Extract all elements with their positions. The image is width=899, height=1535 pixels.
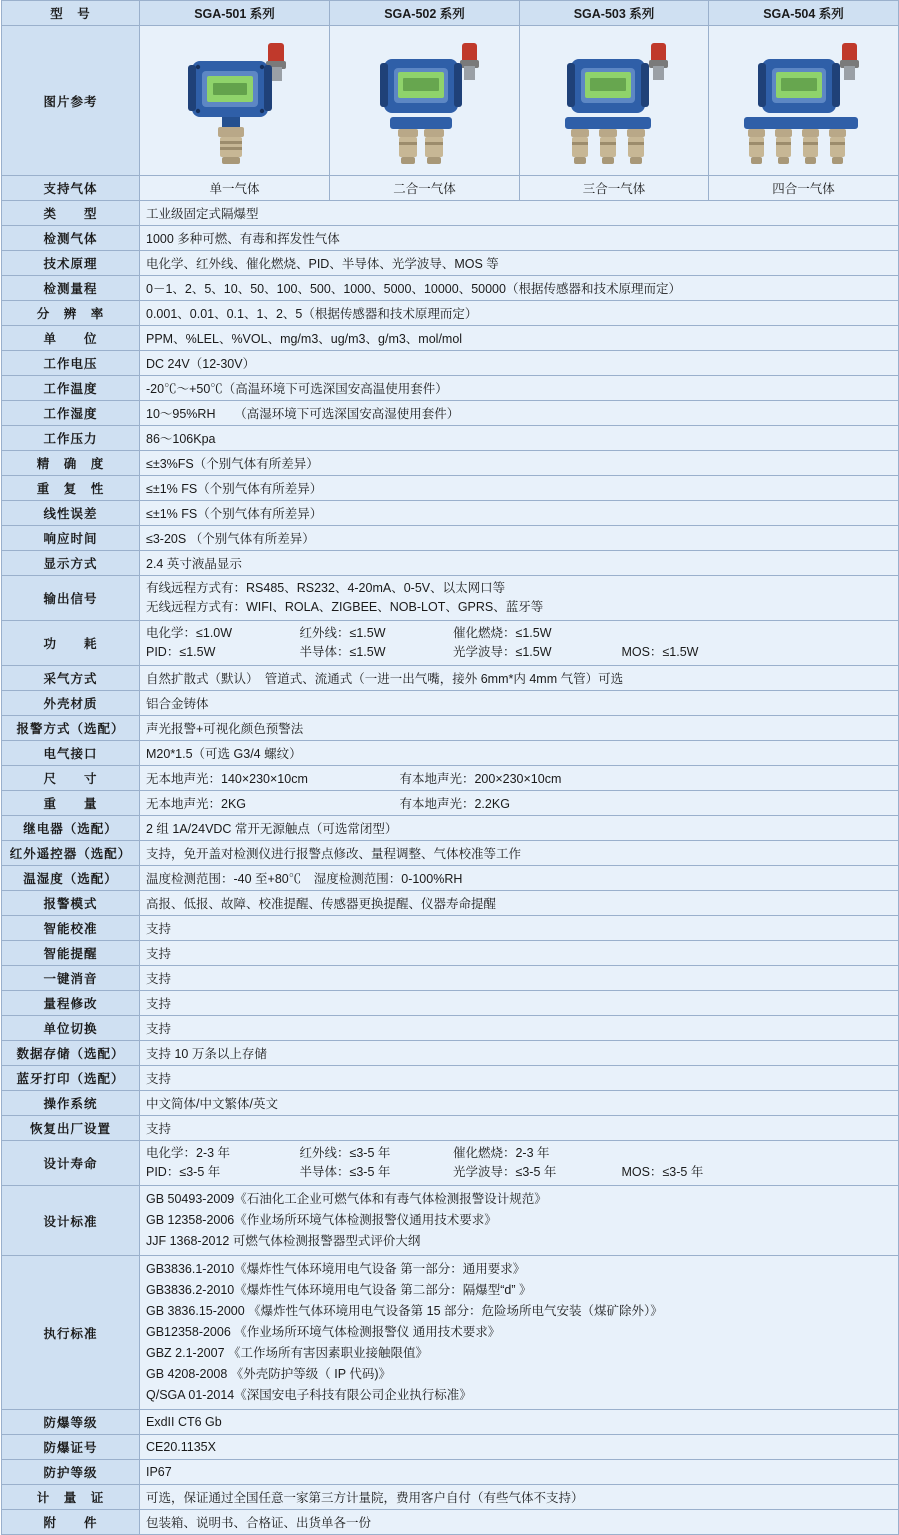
row-label-work-humidity: 工作湿度 [2,401,140,426]
output-signal-wired: 有线远程方式有：RS485、RS232、4-20mA、0-5V、以太网口等 [146,581,506,595]
header-label-model: 型 号 [2,1,140,26]
weight-with-alarm: 有本地声光：2.2KG [399,797,510,811]
table-row-detected-gas [2,226,899,251]
dimension-without-alarm: 无本地声光：140×230×10cm [146,772,308,786]
exec-standard-line-5: GBZ 2.1-2007 《工作场所有害因素职业接触限值》 [146,1346,428,1360]
table-row-range [2,276,899,301]
product-image-cell-3 [520,26,709,176]
table-row-work-temperature [2,376,899,401]
gas-support-3: 三合一气体 [520,176,709,201]
design-standard-line-1: GB 50493-2009《石油化工企业可燃气体和有毒气体检测报警设计规范》 [146,1192,547,1206]
row-value-operating-system: 中文简体/中文繁体/英文 [140,1091,899,1116]
row-label-metering-certificate: 计 量 证 [2,1485,140,1510]
exec-standard-line-1: GB3836.1-2010《爆炸性气体环境用电气设备 第一部分：通用要求》 [146,1262,526,1276]
row-label-dimension: 尺 寸 [2,766,140,791]
table-row-resolution [2,301,899,326]
gas-detector-3-sensor-icon [539,31,689,171]
lifetime-semiconductor: 半导体：≤3-5 年 [299,1165,391,1179]
row-value-exec-standard [140,1256,899,1410]
row-label-linearity: 线性误差 [2,501,140,526]
row-label-technology: 技术原理 [2,251,140,276]
table-row-response-time [2,526,899,551]
weight-without-alarm: 无本地声光：2KG [146,797,247,811]
row-label-range: 检测量程 [2,276,140,301]
table-row-gas-support [2,176,899,201]
table-row-metering-certificate [2,1485,899,1510]
row-value-temp-humidity: 温度检测范围：-40 至+80℃ 湿度检测范围：0-100%RH [140,866,899,891]
row-value-weight [140,791,899,816]
lifetime-infrared: 红外线：≤3-5 年 [299,1146,391,1160]
table-row-voltage [2,351,899,376]
row-value-technology: 电化学、红外线、催化燃烧、PID、半导体、光学波导、MOS 等 [140,251,899,276]
table-row-housing [2,691,899,716]
table-row-unit-switch [2,1016,899,1041]
row-value-data-storage: 支持 10 万条以上存储 [140,1041,899,1066]
row-value-power [140,621,899,666]
exec-standard-line-7: Q/SGA 01-2014《深国安电子科技有限公司企业执行标准》 [146,1388,472,1402]
table-row-temp-humidity [2,866,899,891]
row-label-ir-remote: 红外遥控器（选配） [2,841,140,866]
table-row-ex-grade [2,1410,899,1435]
table-row-range-modify [2,991,899,1016]
table-row-alarm-modes [2,891,899,916]
table-row-weight [2,791,899,816]
row-value-range: 0－1、2、5、10、50、100、500、1000、5000、10000、50000（根据传感器和技术原理而定） [140,276,899,301]
table-row-ex-certificate [2,1435,899,1460]
row-label-unit-switch: 单位切换 [2,1016,140,1041]
row-value-range-modify: 支持 [140,991,899,1016]
row-label-ex-certificate: 防爆证号 [2,1435,140,1460]
row-value-work-temperature: -20℃～+50℃（高温环境下可选深国安高温使用套件） [140,376,899,401]
row-value-resolution: 0.001、0.01、0.1、1、2、5（根据传感器和技术原理而定） [140,301,899,326]
row-value-output-signal [140,576,899,621]
row-value-electrical-interface: M20*1.5（可选 G3/4 螺纹） [140,741,899,766]
row-label-repeatability: 重 复 性 [2,476,140,501]
row-label-accuracy: 精 确 度 [2,451,140,476]
row-value-ex-certificate: CE20.1135X [140,1435,899,1460]
gas-detector-2-sensor-icon [350,31,500,171]
gas-detector-4-sensor-icon [724,31,884,171]
row-value-smart-reminder: 支持 [140,941,899,966]
table-row-technology [2,251,899,276]
row-label-output-signal: 输出信号 [2,576,140,621]
power-catalytic: 催化燃烧：≤1.5W [452,626,552,640]
row-label-bluetooth-print: 蓝牙打印（选配） [2,1066,140,1091]
row-label-power: 功 耗 [2,621,140,666]
row-label-voltage: 工作电压 [2,351,140,376]
lifetime-pid: PID：≤3-5 年 [146,1165,221,1179]
table-row-design-standard [2,1186,899,1256]
row-value-repeatability: ≤±1% FS（个别气体有所差异） [140,476,899,501]
row-value-housing: 铝合金铸体 [140,691,899,716]
gas-support-1: 单一气体 [140,176,330,201]
row-value-metering-certificate: 可选，保证通过全国任意一家第三方计量院，费用客户自付（有些气体不支持） [140,1485,899,1510]
row-label-factory-reset: 恢复出厂设置 [2,1116,140,1141]
table-row-operating-system [2,1091,899,1116]
row-value-accuracy: ≤±3%FS（个别气体有所差异） [140,451,899,476]
table-row-ip-grade [2,1460,899,1485]
row-value-work-humidity: 10～95%RH （高湿环境下可选深国安高湿使用套件） [140,401,899,426]
power-infrared: 红外线：≤1.5W [299,626,386,640]
row-label-smart-reminder: 智能提醒 [2,941,140,966]
design-standard-line-2: GB 12358-2006《作业场所环境气体检测报警仪通用技术要求》 [146,1213,497,1227]
row-label-temp-humidity: 温湿度（选配） [2,866,140,891]
row-label-design-standard: 设计标准 [2,1186,140,1256]
row-label-image-reference: 图片参考 [2,26,140,176]
power-optical-waveguide: 光学波导：≤1.5W [452,645,552,659]
row-label-accessories: 附 件 [2,1510,140,1535]
lifetime-electrochemical: 电化学：2-3 年 [146,1146,231,1160]
table-row-unit [2,326,899,351]
table-row-smart-reminder [2,941,899,966]
row-value-ip-grade: IP67 [140,1460,899,1485]
table-row-factory-reset [2,1116,899,1141]
row-value-unit: PPM、%LEL、%VOL、mg/m3、ug/m3、g/m3、mol/mol [140,326,899,351]
row-label-ex-grade: 防爆等级 [2,1410,140,1435]
table-row-dimension [2,766,899,791]
power-electrochemical: 电化学：≤1.0W [146,626,233,640]
table-row-smart-calibration [2,916,899,941]
row-label-lifetime: 设计寿命 [2,1141,140,1186]
row-label-sampling: 采气方式 [2,666,140,691]
lifetime-line-2 [146,1163,892,1182]
power-semiconductor: 半导体：≤1.5W [299,645,386,659]
gas-support-2: 二合一气体 [330,176,520,201]
design-standard-line-3: JJF 1368-2012 可燃气体检测报警器型式评价大纲 [146,1234,421,1248]
output-signal-wireless: 无线远程方式有：WIFI、ROLA、ZIGBEE、NOB-LOT、GPRS、蓝牙等 [146,600,544,614]
table-row-relay [2,816,899,841]
header-model-4: SGA-504 系列 [709,1,899,26]
row-value-work-pressure: 86～106Kpa [140,426,899,451]
row-label-resolution: 分 辨 率 [2,301,140,326]
row-value-design-standard [140,1186,899,1256]
power-pid: PID：≤1.5W [146,645,216,659]
row-value-alarm-modes: 高报、低报、故障、校准提醒、传感器更换提醒、仪器寿命提醒 [140,891,899,916]
row-label-alarm-mode-option: 报警方式（选配） [2,716,140,741]
table-row-type [2,201,899,226]
row-label-type: 类 型 [2,201,140,226]
row-value-unit-switch: 支持 [140,1016,899,1041]
row-value-bluetooth-print: 支持 [140,1066,899,1091]
row-label-relay: 继电器（选配） [2,816,140,841]
table-row-images [2,26,899,176]
lifetime-catalytic: 催化燃烧：2-3 年 [452,1146,550,1160]
lifetime-line-1 [146,1144,892,1163]
exec-standard-line-2: GB3836.2-2010《爆炸性气体环境用电气设备 第二部分：隔爆型“d” 》 [146,1283,532,1297]
table-row-power [2,621,899,666]
row-label-display: 显示方式 [2,551,140,576]
row-label-unit: 单 位 [2,326,140,351]
table-row-linearity [2,501,899,526]
row-value-one-key-mute: 支持 [140,966,899,991]
row-label-ip-grade: 防护等级 [2,1460,140,1485]
table-row-data-storage [2,1041,899,1066]
lifetime-mos: MOS：≤3-5 年 [621,1165,704,1179]
row-label-weight: 重 量 [2,791,140,816]
row-value-smart-calibration: 支持 [140,916,899,941]
gas-support-4: 四合一气体 [709,176,899,201]
header-model-3: SGA-503 系列 [520,1,709,26]
row-value-relay: 2 组 1A/24VDC 常开无源触点（可选常闭型） [140,816,899,841]
row-value-detected-gas: 1000 多种可燃、有毒和挥发性气体 [140,226,899,251]
specification-table [1,0,899,1535]
gas-detector-1-sensor-icon [160,31,310,171]
row-label-alarm-modes: 报警模式 [2,891,140,916]
dimension-with-alarm: 有本地声光：200×230×10cm [399,772,562,786]
table-row-one-key-mute [2,966,899,991]
exec-standard-line-6: GB 4208-2008 《外壳防护等级（ IP 代码)》 [146,1367,391,1381]
row-label-housing: 外壳材质 [2,691,140,716]
table-row-ir-remote [2,841,899,866]
table-row-work-humidity [2,401,899,426]
row-label-one-key-mute: 一键消音 [2,966,140,991]
power-line-1 [146,624,892,643]
row-label-response-time: 响应时间 [2,526,140,551]
table-row-lifetime [2,1141,899,1186]
table-row-work-pressure [2,426,899,451]
row-value-factory-reset: 支持 [140,1116,899,1141]
table-row-bluetooth-print [2,1066,899,1091]
table-header-row [2,1,899,26]
row-label-smart-calibration: 智能校准 [2,916,140,941]
exec-standard-line-4: GB12358-2006 《作业场所环境气体检测报警仪 通用技术要求》 [146,1325,501,1339]
row-value-dimension [140,766,899,791]
row-value-display: 2.4 英寸液晶显示 [140,551,899,576]
product-image-cell-4 [709,26,899,176]
row-label-electrical-interface: 电气接口 [2,741,140,766]
row-label-operating-system: 操作系统 [2,1091,140,1116]
table-row-output-signal [2,576,899,621]
row-label-data-storage: 数据存储（选配） [2,1041,140,1066]
table-row-accuracy [2,451,899,476]
row-value-response-time: ≤3-20S （个别气体有所差异） [140,526,899,551]
row-value-ex-grade: ExdII CT6 Gb [140,1410,899,1435]
row-value-linearity: ≤±1% FS（个别气体有所差异） [140,501,899,526]
table-row-repeatability [2,476,899,501]
row-value-ir-remote: 支持，免开盖对检测仪进行报警点修改、量程调整、气体校准等工作 [140,841,899,866]
row-label-work-pressure: 工作压力 [2,426,140,451]
row-label-exec-standard: 执行标准 [2,1256,140,1410]
lifetime-optical-waveguide: 光学波导：≤3-5 年 [452,1165,557,1179]
row-label-gas-support: 支持气体 [2,176,140,201]
table-row-sampling [2,666,899,691]
row-value-accessories: 包装箱、说明书、合格证、出货单各一份 [140,1510,899,1535]
table-row-display [2,551,899,576]
row-value-sampling: 自然扩散式（默认） 管道式、流通式（一进一出气嘴，接外 6mm*内 4mm 气管）可选 [140,666,899,691]
row-value-alarm-mode-option: 声光报警+可视化颜色预警法 [140,716,899,741]
row-label-detected-gas: 检测气体 [2,226,140,251]
exec-standard-line-3: GB 3836.15-2000 《爆炸性气体环境用电气设备第 15 部分：危险场所电气安装（煤矿除外）》 [146,1304,663,1318]
power-line-2 [146,643,892,662]
header-model-1: SGA-501 系列 [140,1,330,26]
header-model-2: SGA-502 系列 [330,1,520,26]
row-label-range-modify: 量程修改 [2,991,140,1016]
power-mos: MOS：≤1.5W [621,645,699,659]
product-image-cell-2 [330,26,520,176]
table-row-electrical-interface [2,741,899,766]
table-row-accessories [2,1510,899,1535]
row-label-work-temperature: 工作温度 [2,376,140,401]
product-image-cell-1 [140,26,330,176]
row-value-lifetime [140,1141,899,1186]
table-row-exec-standard [2,1256,899,1410]
table-row-alarm-mode-option [2,716,899,741]
row-value-voltage: DC 24V（12-30V） [140,351,899,376]
row-value-type: 工业级固定式隔爆型 [140,201,899,226]
